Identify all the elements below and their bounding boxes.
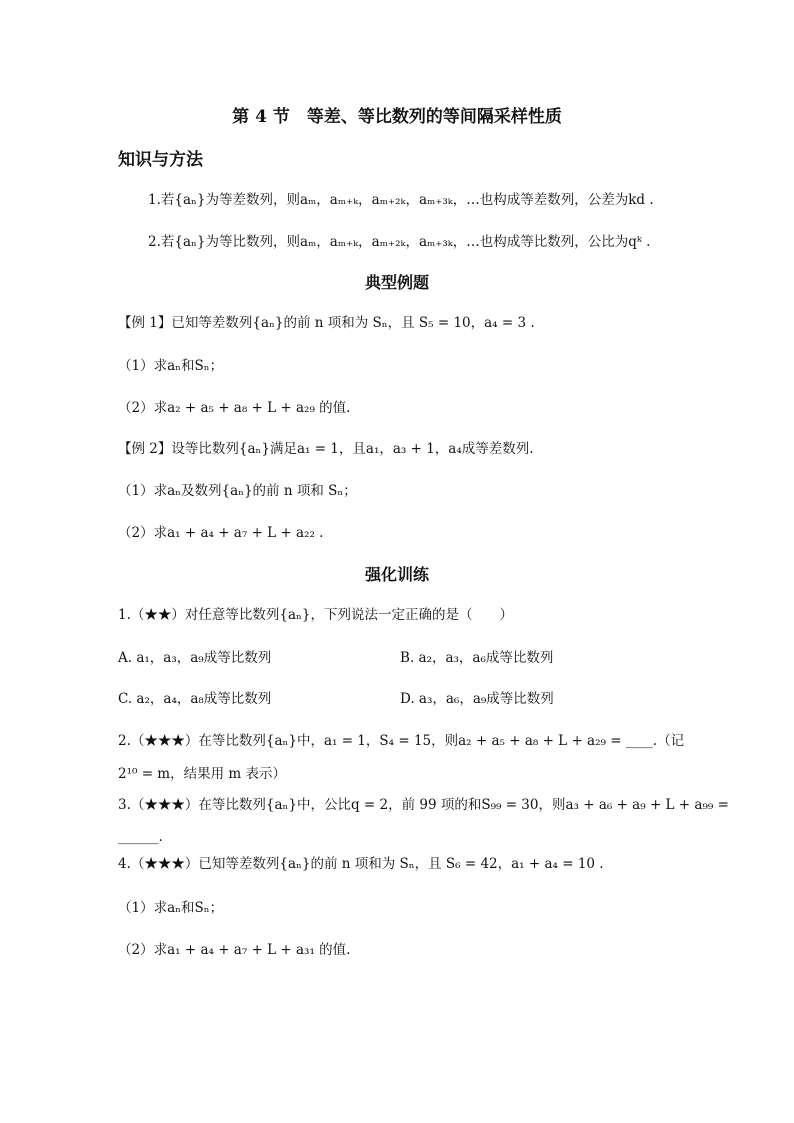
question-2-line-2: 2¹⁰ = m，结果用 m 表示） xyxy=(118,766,286,782)
section-heading-training: 强化训练 xyxy=(364,565,429,584)
example-1-stem: 【例 1】已知等差数列{aₙ}的前 n 项和为 Sₙ，且 S₅ = 10，a₄ = 3 . xyxy=(118,315,535,331)
example-1-part-1: （1）求aₙ和Sₙ； xyxy=(118,358,224,374)
knowledge-item-1: 1.若{aₙ}为等差数列，则aₘ，aₘ₊ₖ，aₘ₊₂ₖ，aₘ₊₃ₖ，…也构成等差数列，公差为kd . xyxy=(148,192,654,208)
example-1-part-2: （2）求a₂ + a₅ + a₈ + L + a₂₉ 的值. xyxy=(118,400,351,416)
question-1-option-c: C. a₂，a₄，a₈成等比数列 xyxy=(118,691,272,707)
question-1-stem: 1.（★★）对任意等比数列{aₙ}，下列说法一定正确的是（ ） xyxy=(118,607,513,623)
section-heading-examples: 典型例题 xyxy=(364,273,429,292)
section-heading-knowledge: 知识与方法 xyxy=(118,150,203,170)
question-4-part-1: （1）求aₙ和Sₙ； xyxy=(118,900,224,916)
question-1-option-d: D. a₃，a₆，a₉成等比数列 xyxy=(400,691,554,707)
page-title: 第 4 节 等差、等比数列的等间隔采样性质 xyxy=(232,107,562,127)
question-3-line-1: 3.（★★★）在等比数列{aₙ}中，公比q = 2，前 99 项的和S₉₉ = 30，则a₃ + a₆ + a₉ + L + a₉₉ = xyxy=(118,797,729,813)
question-2-line-1: 2.（★★★）在等比数列{aₙ}中，a₁ = 1，S₄ = 15，则a₂ + a₅ + a₈ + L + a₂₉ = ____.（记 xyxy=(118,733,685,749)
example-2-part-2: （2）求a₁ + a₄ + a₇ + L + a₂₂ . xyxy=(118,525,324,541)
question-3-line-2: ______. xyxy=(118,829,163,845)
question-4-part-2: （2）求a₁ + a₄ + a₇ + L + a₃₁ 的值. xyxy=(118,942,351,958)
example-2-stem: 【例 2】设等比数列{aₙ}满足a₁ = 1，且a₁，a₃ + 1，a₄成等差数列. xyxy=(118,441,534,457)
knowledge-item-2: 2.若{aₙ}为等比数列，则aₘ，aₘ₊ₖ，aₘ₊₂ₖ，aₘ₊₃ₖ，…也构成等比数列，公比为qᵏ . xyxy=(148,234,651,250)
question-1-option-a: A. a₁，a₃，a₉成等比数列 xyxy=(118,650,272,666)
question-1-option-b: B. a₂，a₃，a₆成等比数列 xyxy=(400,650,554,666)
question-4-stem: 4.（★★★）已知等差数列{aₙ}的前 n 项和为 Sₙ，且 S₆ = 42，a₁ + a₄ = 10 . xyxy=(118,856,604,872)
example-2-part-1: （1）求aₙ及数列{aₙ}的前 n 项和 Sₙ； xyxy=(118,483,357,499)
